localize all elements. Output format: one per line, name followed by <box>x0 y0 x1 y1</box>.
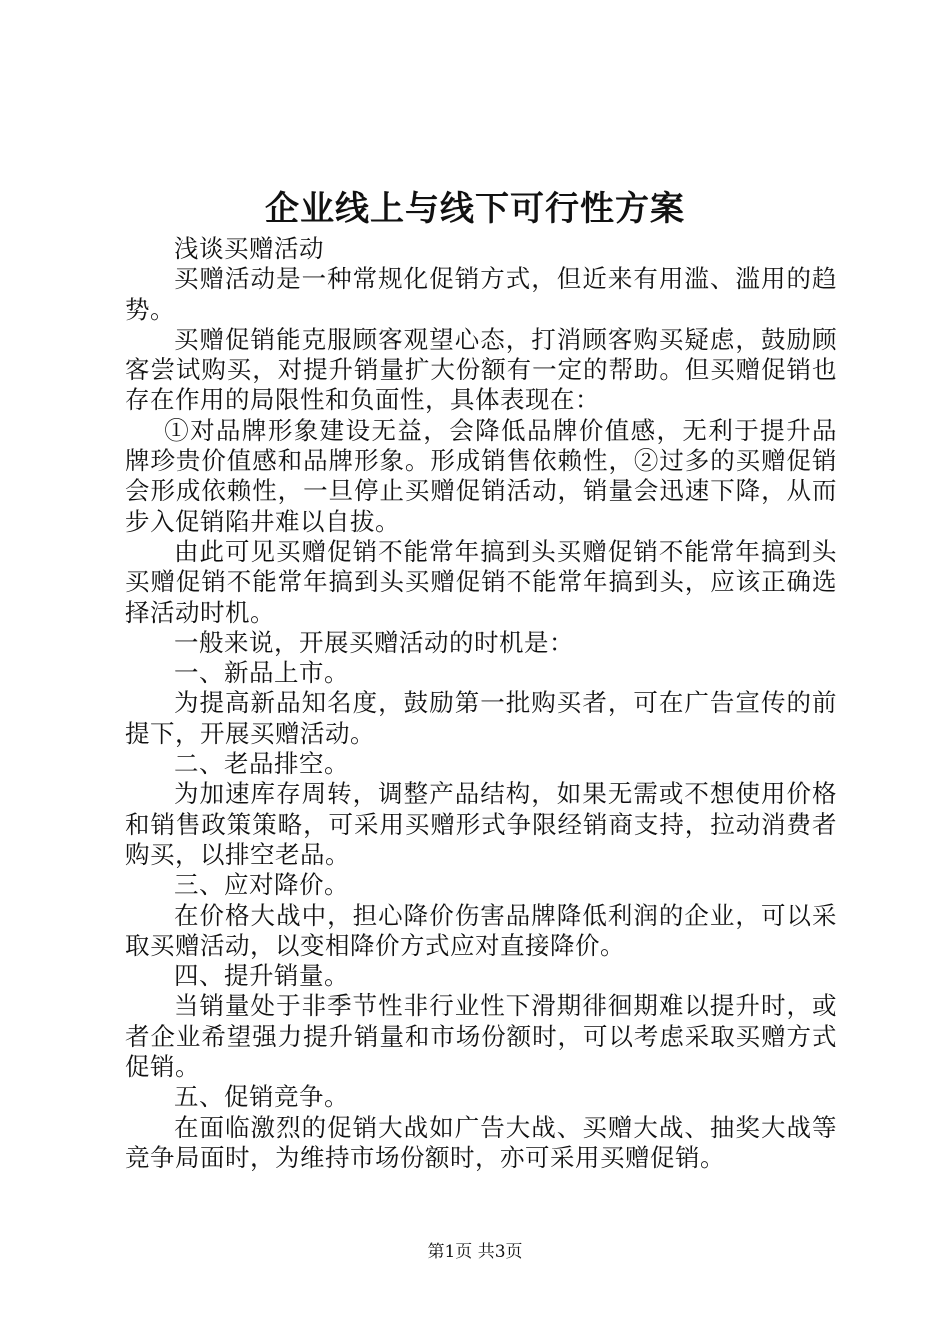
paragraph: 当销量处于非季节性非行业性下滑期徘徊期难以提升时，或者企业希望强力提升销量和市场份额时，可以考虑采取买赠方式促销。 <box>125 991 837 1082</box>
paragraph: 为加速库存周转，调整产品结构，如果无需或不想使用价格和销售政策策略，可采用买赠形式争限经销商支持，拉动消费者购买，以排空老品。 <box>125 779 837 869</box>
paragraph: ①对品牌形象建设无益，会降低品牌价值感，无利于提升品牌珍贵价值感和品牌形象。形成销售依赖性，②过多的买赠促销会形成依赖性，一旦停止买赠促销活动，销量会迅速下降，从而步入促销陷井难以自拔。 <box>125 415 837 536</box>
document-body <box>125 234 837 1173</box>
paragraph: 在价格大战中，担心降价伤害品牌降低利润的企业，可以采取买赠活动，以变相降价方式应对直接降价。 <box>125 900 837 960</box>
document-title: 企业线上与线下可行性方案 <box>265 189 685 229</box>
paragraph: 由此可见买赠促销不能常年搞到头买赠促销不能常年搞到头买赠促销不能常年搞到头买赠促销不能常年搞到头，应该正确选择活动时机。 <box>125 536 837 627</box>
paragraph: 一般来说，开展买赠活动的时机是： <box>174 627 574 657</box>
section-heading: 三、应对降价。 <box>174 870 349 900</box>
paragraph: 在面临激烈的促销大战如广告大战、买赠大战、抽奖大战等竞争局面时，为维持市场份额时，亦可采用买赠促销。 <box>125 1112 837 1172</box>
paragraph: 买赠促销能克服顾客观望心态，打消顾客购买疑虑，鼓励顾客尝试购买，对提升销量扩大份额有一定的帮助。但买赠促销也存在作用的局限性和负面性，具体表现在： <box>125 324 837 415</box>
section-heading: 四、提升销量。 <box>174 961 349 991</box>
section-heading: 五、促销竞争。 <box>174 1082 349 1112</box>
paragraph: 买赠活动是一种常规化促销方式，但近来有用滥、滥用的趋势。 <box>125 264 837 324</box>
page-number-footer: 第1页 共3页 <box>427 1242 523 1262</box>
paragraph-heading: 浅谈买赠活动 <box>174 234 324 263</box>
section-heading: 一、新品上市。 <box>174 658 349 688</box>
paragraph: 为提高新品知名度，鼓励第一批购买者，可在广告宣传的前提下，开展买赠活动。 <box>125 688 837 748</box>
section-heading: 二、老品排空。 <box>174 749 349 779</box>
